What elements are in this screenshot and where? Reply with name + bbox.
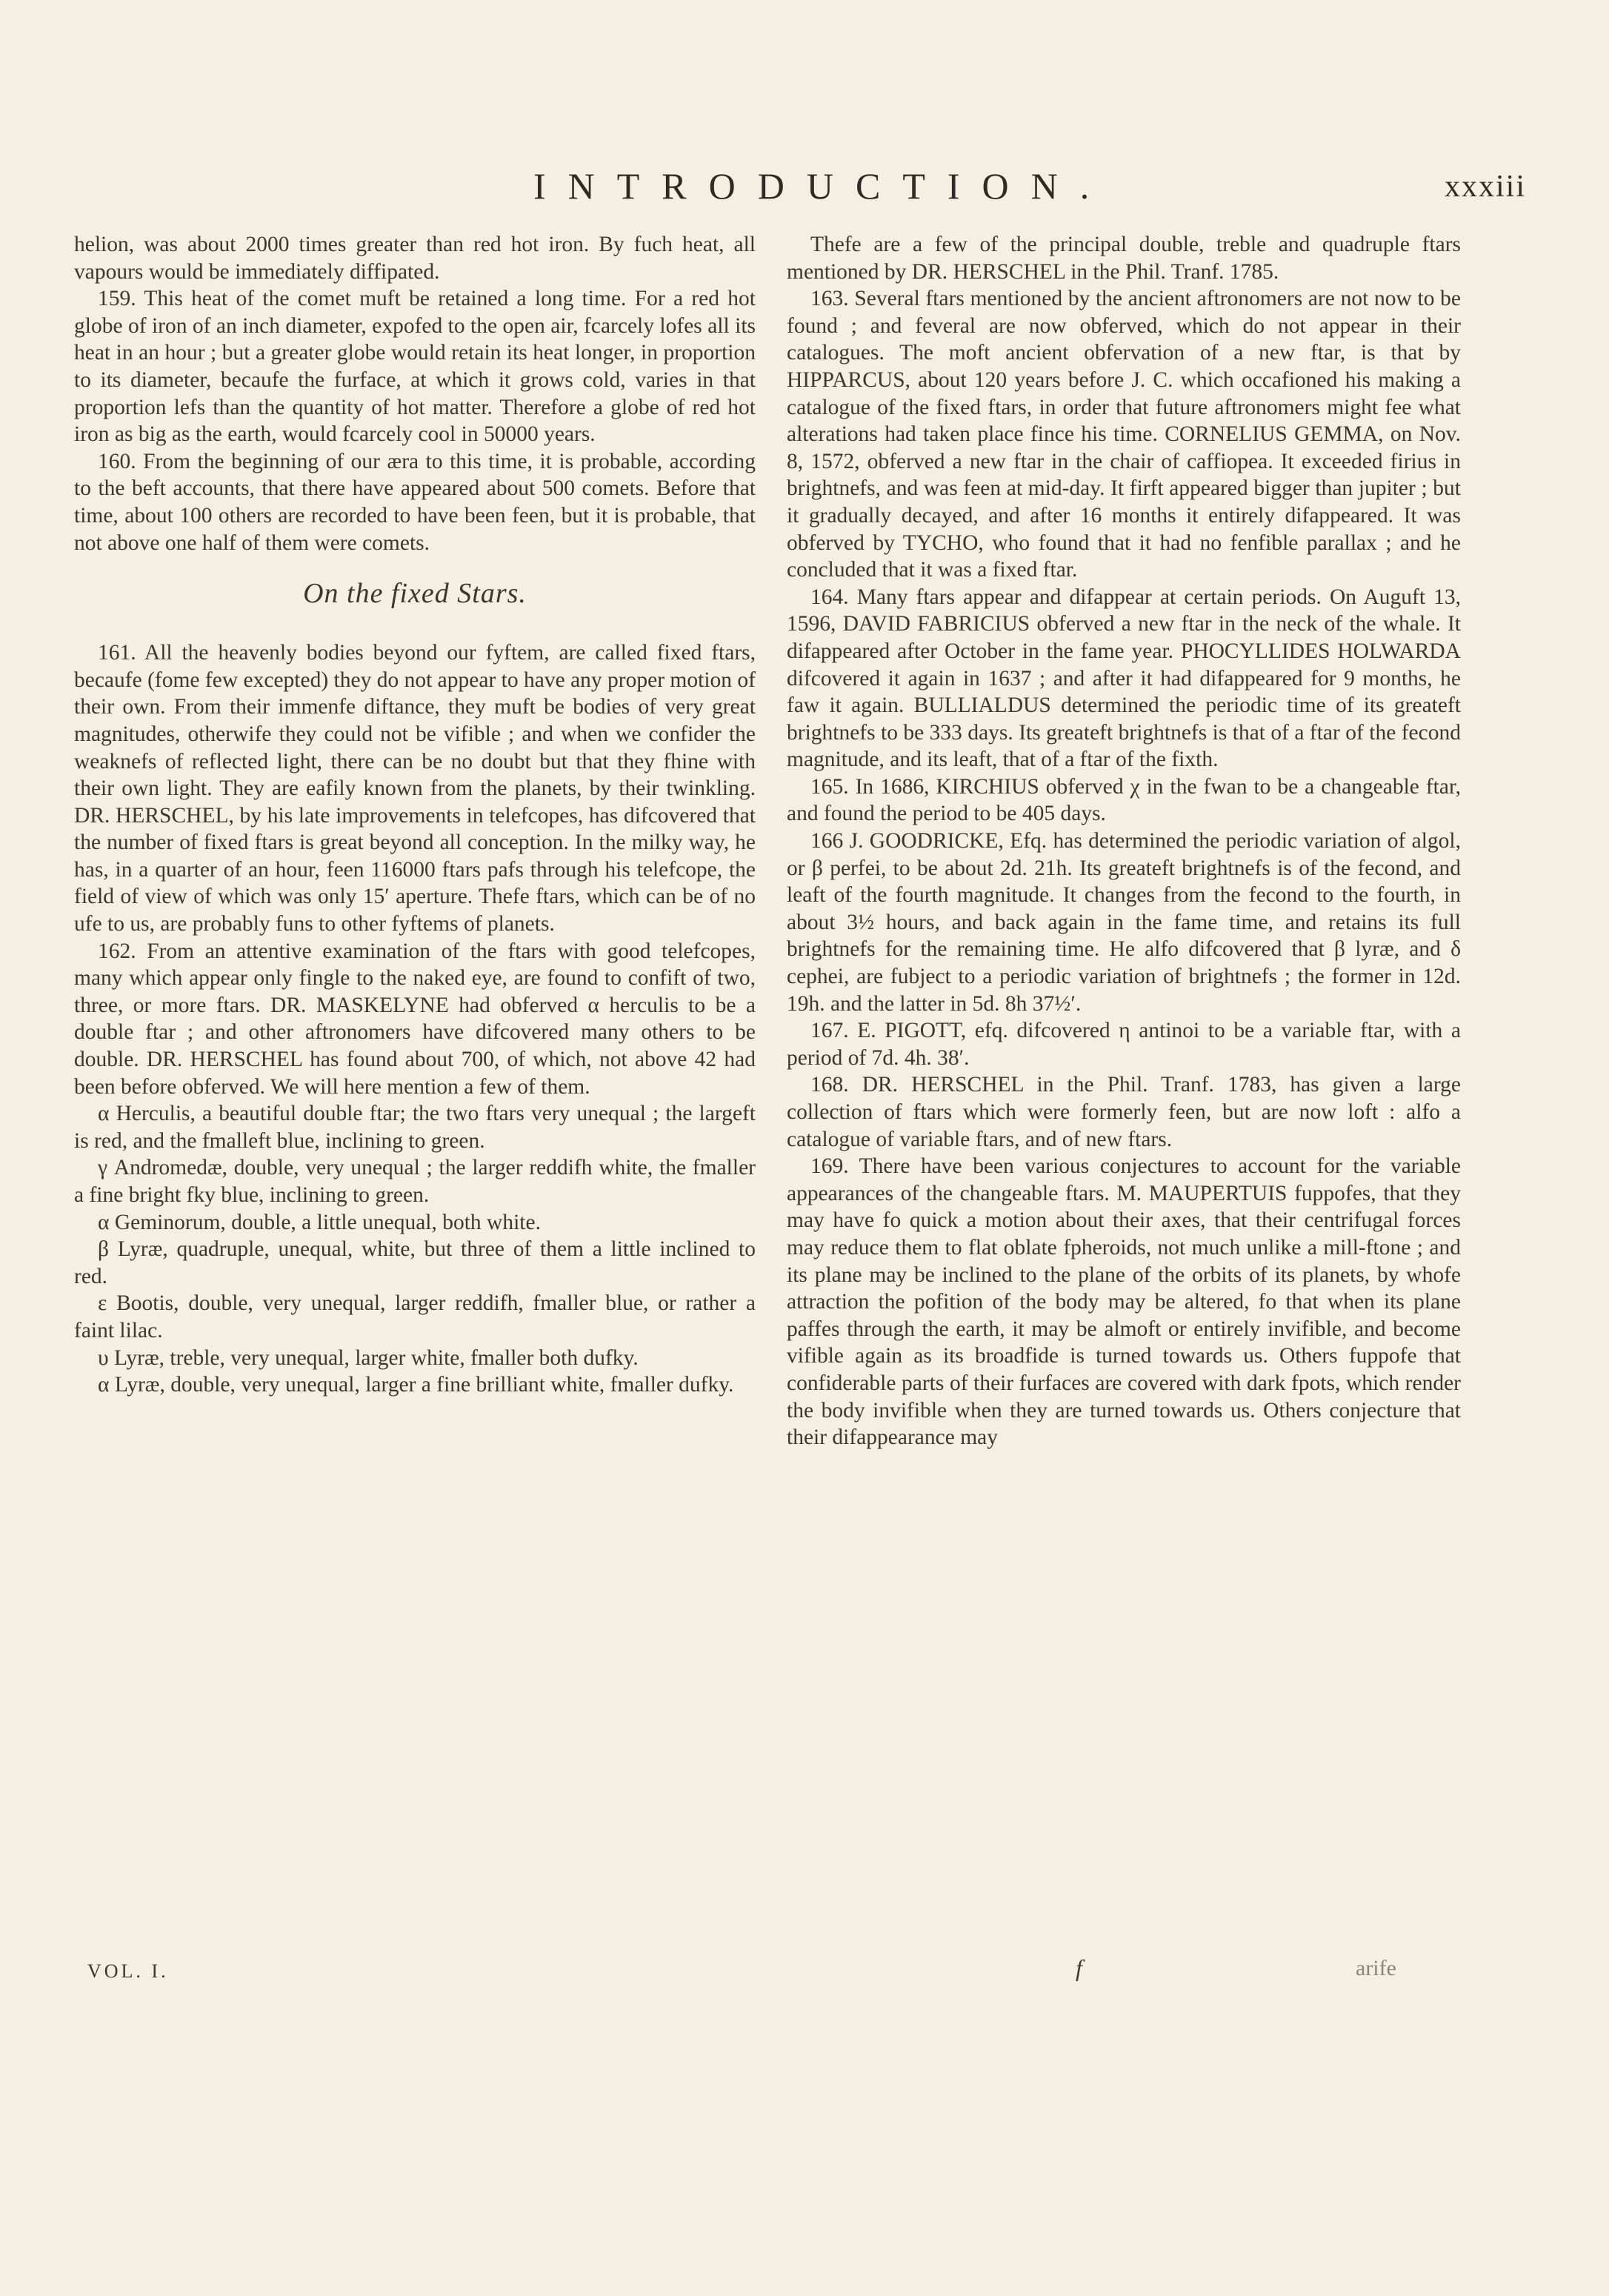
page-number: xxxiii xyxy=(1444,170,1526,204)
star-entry-alpha-herculis: α Herculis, a beautiful double ftar; the two ftars very unequal ; the largeft is red, and the fmalleft blue, inclining to green. xyxy=(74,1102,756,1153)
section-heading: On the fixed Stars. xyxy=(303,578,527,610)
paragraph-opening: helion, was about 2000 times greater than red hot iron. By fuch heat, all vapours would be immediately diffipated. xyxy=(74,233,756,284)
paragraph-162: 162. From an attentive examination of the ftars with good telefcopes, many which appear only fingle to the naked eye, are found to confift of two, three, or more ftars. DR. MASKELYNE had obferved α herculis to be a double ftar ; and other aftronomers have difcovered many others to be double. DR. HERSCHEL has found about 700, of which, not above 42 had been before obferved. We will here mention a few of them. xyxy=(74,939,756,1099)
volume-mark: VOL. I. xyxy=(87,1960,169,1982)
catchword: arife xyxy=(1356,1956,1396,1980)
paragraph-166: 166 J. GOODRICKE, Efq. has determined the periodic variation of algol, or β perfei, to be about 2d. 21h. Its greateft brightnefs is of the fecond, and leaft of the fourth magnitude. It changes from the fecond to the fourth, in about 3½ hours, and back again in the fame time, and retains its full brightnefs for the remaining time. He alfo difcovered that β lyræ, and δ cephei, are fubject to a periodic variation of brightnefs ; the former in 12d. 19h. and the latter in 5d. 8h 37½′. xyxy=(787,829,1461,1016)
signature-mark: f xyxy=(1076,1954,1082,1981)
paragraph-168: 168. DR. HERSCHEL in the Phil. Tranf. 1783, has given a large collection of ftars which were formerly feen, but are now loft : alfo a catalogue of variable ftars, and of new ftars. xyxy=(787,1073,1461,1151)
left-column xyxy=(74,231,756,1399)
right-column xyxy=(787,231,1461,1451)
page-title: INTRODUCTION. xyxy=(533,165,1112,207)
star-entry-beta-lyrae: β Lyræ, quadruple, unequal, white, but three of them a little inclined to red. xyxy=(74,1237,756,1288)
paragraph-161: 161. All the heavenly bodies beyond our fyftem, are called fixed ftars, becaufe (fome few excepted) they do not appear to have any proper motion of their own. From their immenfe diftance, they muft be bodies of very great magnitudes, otherwife they could not be vifible ; and when we confider the weaknefs of reflected light, there can be no doubt but that they fhine with their own light. They are eafily known from the planets, by their twinkling. DR. HERSCHEL, by his late improvements in telefcopes, has difcovered that the number of fixed ftars is great beyond all conception. In the milky way, he has, in a quarter of an hour, feen 116000 ftars pafs through his telefcope, the field of view of which was only 15′ aperture. Thefe ftars, which can be of no ufe to us, are probably funs to other fyftems of planets. xyxy=(74,641,756,936)
star-entry-epsilon-bootis: ε Bootis, double, very unequal, larger reddifh, fmaller blue, or rather a faint lilac. xyxy=(74,1291,756,1342)
paragraph-169: 169. There have been various conjectures to account for the variable appearances of the changeable ftars. M. MAUPERTUIS fuppofes, that they may have fo quick a motion about their axes, that their centrifugal forces may reduce them to flat oblate fpheroids, not much unlike a mill-ftone ; and its plane may be inclined to the plane of the orbits of its planets, by whofe attraction the pofition of the body may be altered, fo that when its plane paffes through the earth, it may be almoft or entirely invifible, and become vifible again as its broadfide is turned towards us. Others fuppofe that confiderable parts of their furfaces are covered with dark fpots, which render the body invifible when they are turned towards us. Others conjecture that their difappearance may xyxy=(787,1154,1461,1450)
paragraph-160: 160. From the beginning of our æra to this time, it is probable, according to the beft accounts, that there have appeared about 500 comets. Before that time, about 100 others are recorded to have been feen, but it is probable, that not above one half of them were comets. xyxy=(74,449,756,555)
running-header xyxy=(74,164,1526,216)
paragraph-163: 163. Several ftars mentioned by the ancient aftronomers are not now to be found ; and feveral are now obferved, which do not appear in their catalogues. The moft ancient obfervation of a new ftar, is that by HIPPARCUS, about 120 years before J. C. which occafioned his making a catalogue of the fixed ftars, in order that future aftronomers might fee what alterations had taken place fince his time. CORNELIUS GEMMA, on Nov. 8, 1572, obferved a new ftar in the chair of caffiopea. It exceeded firius in brightnefs, and was feen at mid-day. It firft appeared bigger than jupiter ; but it gradually decayed, and after 16 months it entirely difappeared. It was obferved by TYCHO, who found that it had no fenfible parallax ; and he concluded that it was a fixed ftar. xyxy=(787,287,1461,582)
star-entry-alpha-geminorum: α Geminorum, double, a little unequal, both white. xyxy=(98,1210,541,1234)
paragraph-164: 164. Many ftars appear and difappear at certain periods. On Auguft 13, 1596, DAVID FABRICIUS obferved a new ftar in the neck of the whale. It difappeared after October in the fame year. PHOCYLLIDES HOLWARDA difcovered it again in 1637 ; and after it had difappeared for 9 months, he faw it again. BULLIALDUS determined the periodic time of its greateft brightnefs to be 333 days. Its greateft brightnefs is that of a ftar of the fecond magnitude, and its leaft, that of a ftar of the fixth. xyxy=(787,585,1461,772)
paragraph-159: 159. This heat of the comet muft be retained a long time. For a red hot globe of iron of an inch diameter, expofed to the open air, fcarcely lofes all its heat in an hour ; but a greater globe would retain its heat longer, in proportion to its diameter, becaufe the furface, at which it grows cold, varies in that proportion lefs than the quantity of hot matter. Therefore a globe of red hot iron as big as the earth, would fcarcely cool in 50000 years. xyxy=(74,287,756,447)
paragraph-intro-right: Thefe are a few of the principal double, treble and quadruple ftars mentioned by DR. HERSCHEL in the Phil. Tranf. 1785. xyxy=(787,233,1461,284)
paragraph-167: 167. E. PIGOTT, efq. difcovered η antinoi to be a variable ftar, with a period of 7d. 4h. 38′. xyxy=(787,1019,1461,1070)
star-entry-alpha-lyrae: α Lyræ, double, very unequal, larger a fine brilliant white, fmaller dufky. xyxy=(98,1373,734,1397)
paragraph-165: 165. In 1686, KIRCHIUS obferved χ in the fwan to be a changeable ftar, and found the period to be 405 days. xyxy=(787,774,1461,826)
star-entry-gamma-andromedae: γ Andromedæ, double, very unequal ; the larger reddifh white, the fmaller a fine bright fky blue, inclining to green. xyxy=(74,1156,756,1207)
star-entry-upsilon-lyrae: υ Lyræ, treble, very unequal, larger white, fmaller both dufky. xyxy=(98,1345,639,1370)
